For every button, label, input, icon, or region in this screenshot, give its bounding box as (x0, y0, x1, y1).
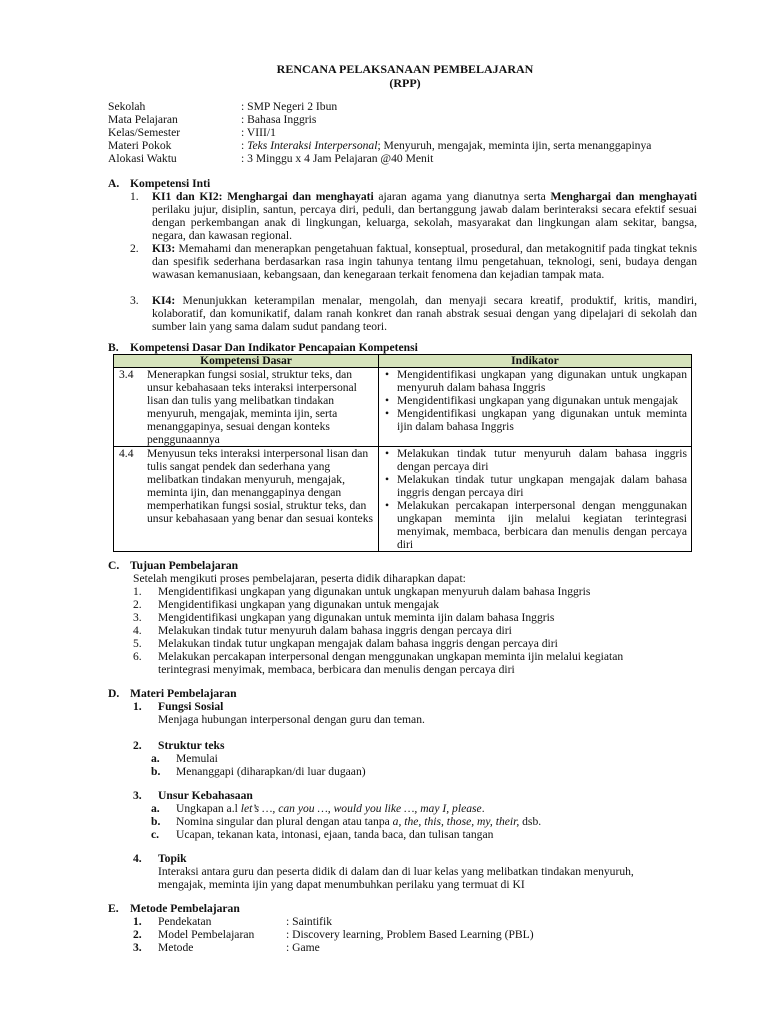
kd-cell (114, 368, 379, 447)
method-value: : Saintifik (286, 915, 333, 928)
item-text: Memulai (176, 752, 218, 765)
kd-number: 3.4 (119, 368, 134, 381)
ki-item-3 (130, 294, 697, 333)
text: . (481, 802, 485, 815)
bold-text: KI4: (152, 294, 176, 307)
document-title: RENCANA PELAKSANAAN PEMBELAJARAN (276, 62, 534, 76)
bold-text: KI1 dan KI2: Menghargai dan menghayati (152, 190, 374, 203)
text: perilaku jujur, disiplin, santun, percaya diri, peduli, dan bertanggung jawab dalam berinteraksi secara efektif sesuai dengan perkembangan anak di lingkungan, keluarga, sekolah, masyarakat dan lingkungan alam sekitar, bangsa, negara, dan kawasan regional. (152, 203, 697, 242)
text: ajaran agama yang dianutnya serta (373, 190, 551, 203)
indicator-cell (379, 368, 692, 447)
method-value: : Discovery learning, Problem Based Learning (PBL) (286, 928, 534, 941)
item-text: Melakukan percakapan interpersonal dengan menggunakan ungkapan meminta ijin melalui kegiatan (158, 650, 624, 663)
text: dsb. (519, 815, 542, 828)
indicator-item: • Mengidentifikasi ungkapan yang digunakan untuk meminta ijin dalam bahasa Inggris (397, 407, 687, 433)
item-text (152, 242, 697, 281)
identity-value: : Bahasa Inggris (241, 113, 317, 126)
item-text: Mengidentifikasi ungkapan yang digunakan untuk ungkapan menyuruh dalam bahasa Inggris (158, 585, 591, 598)
identity-label: Mata Pelajaran (108, 113, 178, 126)
section-d-heading (108, 687, 237, 700)
text: Nomina singular dan plural dengan atau tanpa (176, 815, 393, 828)
item-number: 1. (133, 700, 142, 713)
item-number: 2. (133, 598, 142, 611)
item-number: 4. (133, 624, 142, 637)
identity-label: Alokasi Waktu (108, 152, 177, 165)
item-number: 3. (130, 294, 139, 307)
italic-text: let’s …, can you …, would you like …, may I, please (240, 802, 482, 815)
identity-value: : SMP Negeri 2 Ibun (241, 100, 338, 113)
item-number: 3. (133, 611, 142, 624)
method-label: Metode (158, 941, 194, 954)
item-number: 1. (130, 190, 139, 203)
indicator-item: • Melakukan tindak tutur ungkapan mengajak dalam bahasa inggris dengan percaya diri (397, 473, 687, 499)
table-row (114, 368, 692, 447)
method-label: Model Pembelajaran (158, 928, 255, 941)
indicator-item: • Melakukan tindak tutur menyuruh dalam bahasa inggris dengan percaya diri (397, 447, 687, 473)
section-letter: B. (108, 341, 119, 354)
section-title: Materi Pembelajaran (130, 687, 237, 700)
subsection-title: Topik (158, 852, 187, 865)
item-text: Melakukan tindak tutur ungkapan mengajak dalam bahasa inggris dengan percaya diri (158, 637, 558, 650)
section-c-intro: Setelah mengikuti proses pembelajaran, peserta didik diharapkan dapat: (133, 572, 466, 585)
subsection-title: Struktur teks (158, 739, 225, 752)
competency-table (113, 354, 692, 552)
method-label: Pendekatan (158, 915, 212, 928)
identity-value (241, 139, 651, 152)
section-letter: D. (108, 687, 120, 700)
value-italic: Teks Interaksi Interpersonal (247, 139, 378, 152)
item-number: 4. (133, 852, 142, 865)
indicator-item: • Mengidentifikasi ungkapan yang digunakan untuk ungkapan menyuruh dalam bahasa Inggris (397, 368, 687, 394)
item-text (176, 802, 485, 815)
method-value: : Game (286, 941, 320, 954)
item-number: 2. (133, 739, 142, 752)
text: Menunjukkan keterampilan menalar, mengolah, dan menyaji secara kreatif, produktif, kritis, mandiri, kolaboratif, dan komunikatif, dalam ranah konkret dan ranah abstrak sesuai dengan yang dipelajari di sekolah dan sumber lain yang sama dalam sudut pandang teori. (152, 294, 697, 333)
item-number: 3. (133, 941, 142, 954)
text: Memahami dan menerapkan pengetahuan faktual, konseptual, prosedural, dan metakognitif pada tingkat teknis dan spesifik sederhana berdasarkan rasa ingin tahunya tentang ilmu pengetahuan, teknologi, seni, budaya dengan wawasan kemanusiaan, kebangsaan, dan kenegaraan terkait fenomena dan kejadian tampak mata. (152, 242, 697, 281)
section-a-heading (108, 177, 210, 190)
section-c-heading (108, 559, 238, 572)
item-text: Menanggapi (diharapkan/di luar dugaan) (176, 765, 366, 778)
item-letter: b. (151, 815, 161, 828)
item-number: 2. (133, 928, 142, 941)
subsection-title: Fungsi Sosial (158, 700, 224, 713)
bold-text: Menghargai dan menghayati (550, 190, 698, 203)
item-text: Ucapan, tekanan kata, intonasi, ejaan, tanda baca, dan tulisan tangan (176, 828, 494, 841)
section-title: Metode Pembelajaran (130, 902, 240, 915)
section-title: Kompetensi Dasar Dan Indikator Pencapaian Kompetensi (130, 341, 418, 354)
bold-text: KI3: (152, 242, 176, 255)
item-number: 1. (133, 585, 142, 598)
list-item-continuation: terintegrasi menyimak, membaca, berbicara dan menulis dengan percaya diri (158, 663, 515, 676)
item-number: 5. (133, 637, 142, 650)
ki-item-2 (130, 242, 697, 294)
italic-text: a, the, this, those, my, their, (392, 815, 520, 828)
section-b-heading (108, 341, 418, 354)
kd-text: Menyusun teks interaksi interpersonal lisan dan tulis sangat pendek dan sederhana yang melibatkan tindakan menyuruh, mengajak, meminta ijin, dan menanggapinya dengan memperhatikan fungsi sosial, struktur teks, dan unsur kebahasaan yang benar dan sesuai konteks (147, 447, 374, 525)
table-row (114, 447, 692, 552)
section-letter: C. (108, 559, 120, 572)
identity-value: : 3 Minggu x 4 Jam Pelajaran @40 Menit (241, 152, 434, 165)
indicator-cell (379, 447, 692, 552)
table-header-indicator: Indikator (379, 355, 692, 368)
indicator-item: • Mengidentifikasi ungkapan yang digunakan untuk mengajak (397, 394, 687, 407)
section-e-heading (108, 902, 240, 915)
subsection-text: mengajak, meminta ijin yang dapat menumbuhkan perilaku yang termuat di KI (158, 878, 525, 891)
identity-label: Kelas/Semester (108, 126, 181, 139)
subsection-text: Interaksi antara guru dan peserta didik di dalam dan di luar kelas yang melibatkan tindakan menyuruh, (158, 865, 634, 878)
item-text: Melakukan tindak tutur menyuruh dalam bahasa inggris dengan percaya diri (158, 624, 512, 637)
item-number: 6. (133, 650, 142, 663)
item-number: 1. (133, 915, 142, 928)
item-letter: b. (151, 765, 161, 778)
identity-label: Materi Pokok (108, 139, 172, 152)
document-subtitle: (RPP) (389, 76, 421, 90)
kd-number: 4.4 (119, 447, 134, 460)
item-text: Mengidentifikasi ungkapan yang digunakan untuk mengajak (158, 598, 440, 611)
ki-item-1 (130, 190, 697, 242)
subsection-text: Menjaga hubungan interpersonal dengan guru dan teman. (158, 713, 425, 726)
item-letter: a. (151, 802, 160, 815)
item-text (152, 190, 697, 242)
table-header-kd: Kompetensi Dasar (114, 355, 379, 368)
table-header-row (114, 355, 692, 368)
identity-label: Sekolah (108, 100, 146, 113)
section-title: Kompetensi Inti (130, 177, 211, 190)
section-letter: E. (108, 902, 119, 915)
section-title: Tujuan Pembelajaran (130, 559, 239, 572)
item-letter: a. (151, 752, 160, 765)
text: Ungkapan a.l (176, 802, 241, 815)
indicator-item: • Melakukan percakapan interpersonal dengan menggunakan ungkapan meminta ijin melalui kegiatan terintegrasi menyimak, membaca, berbicara dan menulis dengan percaya diri (397, 499, 687, 551)
item-text (176, 815, 541, 828)
kd-cell (114, 447, 379, 552)
item-letter: c. (151, 828, 160, 841)
value-rest: ; Menyuruh, mengajak, meminta ijin, serta menanggapinya (377, 139, 652, 152)
item-number: 2. (130, 242, 139, 255)
item-text (152, 294, 697, 333)
subsection-title: Unsur Kebahasaan (158, 789, 253, 802)
value-prefix: : (241, 139, 248, 152)
section-letter: A. (108, 177, 120, 190)
kd-text: Menerapkan fungsi sosial, struktur teks, dan unsur kebahasaan teks interaksi interpersonal lisan dan tulis yang melibatkan tindakan menyuruh, mengajak, meminta ijin, serta menanggapinya, sesuai dengan konteks penggunaannya (147, 368, 357, 446)
item-text: Mengidentifikasi ungkapan yang digunakan untuk meminta ijin dalam bahasa Inggris (158, 611, 555, 624)
identity-value: : VIII/1 (241, 126, 276, 139)
item-number: 3. (133, 789, 142, 802)
